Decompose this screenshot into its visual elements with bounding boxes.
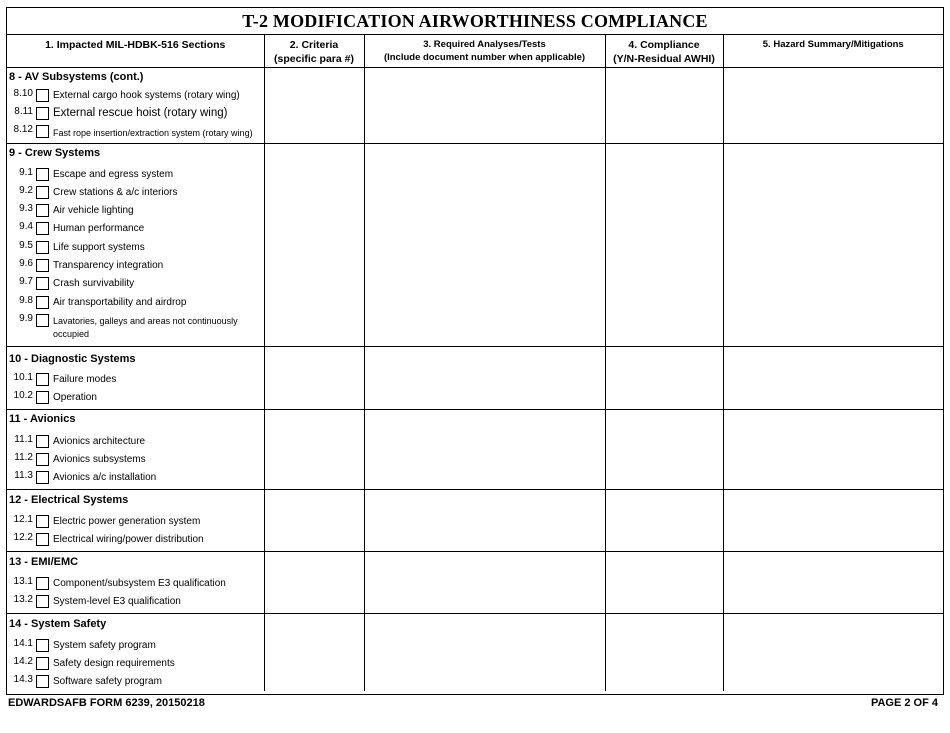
checkbox[interactable]	[36, 515, 49, 528]
list-item	[7, 531, 264, 549]
checkbox[interactable]	[36, 577, 49, 590]
checkbox[interactable]	[36, 296, 49, 309]
section-cell	[7, 67, 264, 143]
criteria-cell[interactable]	[264, 143, 364, 346]
checkbox[interactable]	[36, 222, 49, 235]
col-header-analyses: 3. Required Analyses/Tests (Include document number when applicable)	[364, 35, 605, 67]
item-label: System safety program	[53, 639, 156, 651]
checkbox[interactable]	[36, 168, 49, 181]
item-label: Human performance	[53, 223, 145, 235]
list-item	[7, 655, 264, 673]
section-cell	[7, 613, 264, 691]
item-number: 14.3	[13, 674, 33, 686]
checkbox[interactable]	[36, 657, 49, 670]
checkbox[interactable]	[36, 259, 49, 272]
item-number: 11.1	[14, 433, 33, 445]
form-id: EDWARDSAFB FORM 6239, 20150218	[8, 697, 205, 709]
checkbox[interactable]	[36, 675, 49, 688]
compliance-cell[interactable]	[605, 551, 723, 613]
list-item	[7, 371, 264, 389]
checkbox[interactable]	[36, 453, 49, 466]
section-cell	[7, 143, 264, 346]
checkbox[interactable]	[36, 533, 49, 546]
section-cell	[7, 409, 264, 489]
item-label: Avionics architecture	[53, 435, 146, 447]
compliance-cell[interactable]	[605, 143, 723, 346]
checkbox[interactable]	[36, 125, 49, 138]
checkbox[interactable]	[36, 639, 49, 652]
item-number: 13.2	[13, 593, 33, 605]
compliance-cell[interactable]	[605, 346, 723, 409]
header-row	[7, 35, 943, 67]
list-item	[7, 294, 264, 312]
checkbox[interactable]	[36, 241, 49, 254]
form-title: T-2 MODIFICATION AIRWORTHINESS COMPLIANCE	[7, 8, 943, 35]
item-number: 9.7	[19, 276, 33, 288]
item-number: 12.1	[13, 513, 33, 525]
checkbox[interactable]	[36, 89, 49, 102]
item-number: 9.6	[19, 257, 33, 269]
analyses-cell[interactable]	[364, 346, 605, 409]
item-label: Electrical wiring/power distribution	[53, 533, 204, 545]
compliance-cell[interactable]	[605, 409, 723, 489]
list-item	[7, 105, 264, 123]
item-number: 9.2	[19, 184, 33, 196]
hazard-cell[interactable]	[723, 143, 943, 346]
item-number: 10.2	[13, 389, 33, 401]
item-label: Air transportability and airdrop	[53, 296, 187, 308]
item-number: 9.3	[19, 203, 33, 215]
item-number: 12.2	[13, 531, 33, 543]
section-row-14	[7, 613, 943, 691]
checkbox[interactable]	[36, 277, 49, 290]
section-heading: 10 - Diagnostic Systems	[9, 352, 136, 365]
col-header-hazard: 5. Hazard Summary/Mitigations	[723, 35, 943, 67]
hazard-cell[interactable]	[723, 409, 943, 489]
section-cell	[7, 346, 264, 409]
item-number: 13.1	[13, 575, 33, 587]
compliance-cell[interactable]	[605, 67, 723, 143]
item-label: Fast rope insertion/extraction system (rotary wing)	[53, 128, 253, 139]
hazard-cell[interactable]	[723, 346, 943, 409]
list-item	[7, 184, 264, 202]
checkbox[interactable]	[36, 595, 49, 608]
section-heading: 13 - EMI/EMC	[9, 555, 79, 568]
item-label: Safety design requirements	[53, 657, 175, 669]
analyses-cell[interactable]	[364, 409, 605, 489]
col-header-compliance: 4. Compliance (Y/N-Residual AWHI)	[605, 35, 723, 67]
analyses-cell[interactable]	[364, 67, 605, 143]
list-item	[7, 257, 264, 275]
section-row-11	[7, 409, 943, 489]
section-row-9	[7, 143, 943, 346]
list-item	[7, 575, 264, 593]
section-row-10	[7, 346, 943, 409]
item-number: 11.2	[14, 451, 33, 463]
item-number: 10.1	[13, 371, 33, 383]
list-item	[7, 593, 264, 611]
item-label: Software safety program	[53, 676, 162, 688]
item-label: External cargo hook systems (rotary wing)	[53, 89, 240, 101]
checkbox[interactable]	[36, 314, 49, 327]
compliance-cell[interactable]	[605, 489, 723, 551]
list-item	[7, 673, 264, 691]
compliance-table	[7, 35, 943, 691]
item-label: Component/subsystem E3 qualification	[53, 577, 226, 589]
item-label: Crew stations & a/c interiors	[53, 186, 178, 198]
section-heading: 9 - Crew Systems	[9, 146, 101, 159]
item-label: System-level E3 qualification	[53, 595, 181, 607]
hazard-cell[interactable]	[723, 489, 943, 551]
item-label: Air vehicle lighting	[53, 205, 134, 217]
item-label: Escape and egress system	[53, 168, 174, 180]
checkbox[interactable]	[36, 471, 49, 484]
list-item	[7, 312, 264, 341]
hazard-cell[interactable]	[723, 613, 943, 691]
col-header-criteria: 2. Criteria (specific para #)	[264, 35, 364, 67]
section-heading: 12 - Electrical Systems	[9, 493, 129, 506]
checkbox[interactable]	[36, 186, 49, 199]
section-heading: 14 - System Safety	[9, 617, 107, 630]
section-row-13	[7, 551, 943, 613]
item-label: External rescue hoist (rotary wing)	[53, 106, 228, 119]
list-item	[7, 123, 264, 141]
list-item	[7, 433, 264, 451]
analyses-cell[interactable]	[364, 551, 605, 613]
item-label: Failure modes	[53, 373, 117, 385]
analyses-cell[interactable]	[364, 613, 605, 691]
list-item	[7, 389, 264, 407]
list-item	[7, 166, 264, 184]
item-label: Lavatories, galleys and areas not continuously occupied	[53, 315, 238, 339]
analyses-cell[interactable]	[364, 489, 605, 551]
item-number: 14.1	[13, 637, 33, 649]
hazard-cell[interactable]	[723, 67, 943, 143]
section-heading: 11 - Avionics	[9, 412, 76, 425]
item-label: Electric power generation system	[53, 515, 201, 527]
checkbox[interactable]	[36, 204, 49, 217]
item-label: Avionics subsystems	[53, 453, 146, 465]
criteria-cell[interactable]	[264, 346, 364, 409]
item-number: 14.2	[13, 655, 33, 667]
criteria-cell[interactable]	[264, 409, 364, 489]
criteria-cell[interactable]	[264, 67, 364, 143]
item-number: 9.4	[19, 221, 33, 233]
item-number: 9.5	[19, 239, 33, 251]
item-label: Transparency integration	[53, 259, 164, 271]
compliance-form	[6, 7, 944, 695]
list-item	[7, 637, 264, 655]
hazard-cell[interactable]	[723, 551, 943, 613]
criteria-cell[interactable]	[264, 489, 364, 551]
list-item	[7, 87, 264, 105]
item-number: 8.10	[13, 87, 33, 99]
section-heading: 8 - AV Subsystems (cont.)	[9, 70, 144, 83]
section-cell	[7, 489, 264, 551]
section-row-8	[7, 67, 943, 143]
item-number: 9.1	[19, 166, 33, 178]
compliance-cell[interactable]	[605, 613, 723, 691]
list-item	[7, 469, 264, 487]
list-item	[7, 202, 264, 220]
checkbox[interactable]	[36, 391, 49, 404]
item-label: Crash survivability	[53, 278, 135, 290]
checkbox[interactable]	[36, 435, 49, 448]
section-cell	[7, 551, 264, 613]
page-number: PAGE 2 OF 4	[870, 697, 938, 709]
criteria-cell[interactable]	[264, 613, 364, 691]
list-item	[7, 275, 264, 293]
item-number: 9.8	[19, 294, 33, 306]
item-label: Life support systems	[53, 241, 145, 253]
item-number: 8.12	[13, 124, 33, 136]
item-number: 9.9	[19, 312, 33, 324]
item-label: Avionics a/c installation	[53, 472, 157, 484]
list-item	[7, 513, 264, 531]
list-item	[7, 220, 264, 238]
list-item	[7, 451, 264, 469]
analyses-cell[interactable]	[364, 143, 605, 346]
item-label: Operation	[53, 391, 97, 403]
checkbox[interactable]	[36, 107, 49, 120]
section-row-12	[7, 489, 943, 551]
item-number: 8.11	[14, 105, 33, 117]
item-number: 11.3	[14, 470, 33, 482]
list-item	[7, 239, 264, 257]
col-header-sections: 1. Impacted MIL-HDBK-516 Sections	[7, 35, 264, 67]
criteria-cell[interactable]	[264, 551, 364, 613]
checkbox[interactable]	[36, 373, 49, 386]
